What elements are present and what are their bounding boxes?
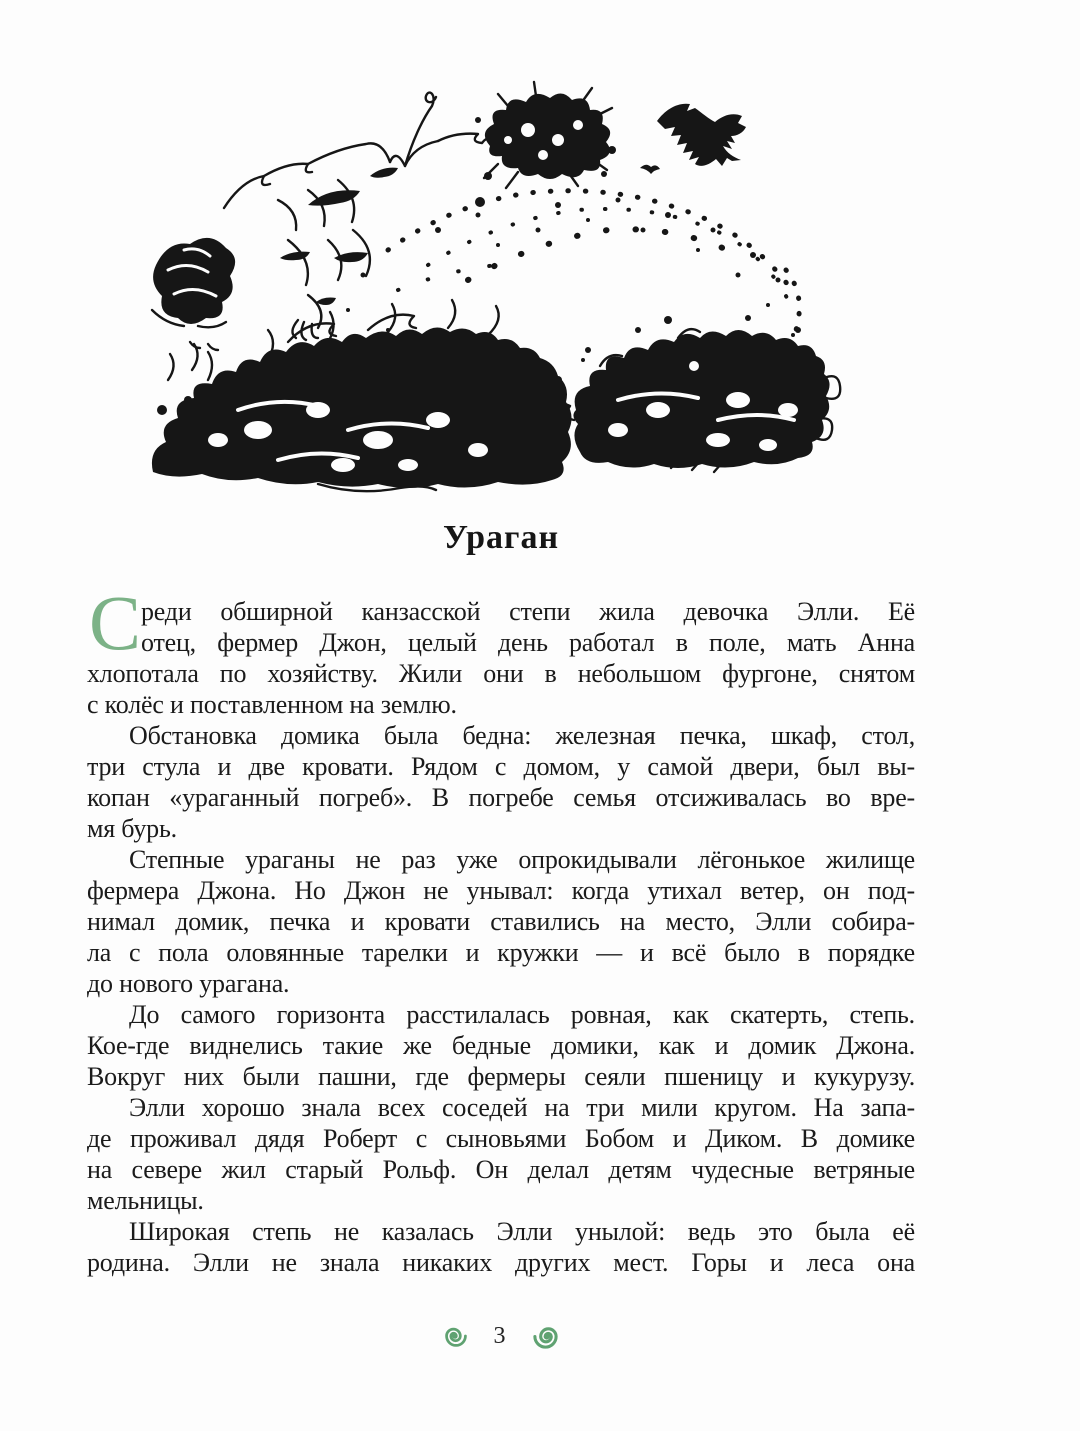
text-line: фермера Джона. Но Джон не унывал: когда утихал ветер, он под- (87, 876, 915, 905)
text-line: с колёс и поставленном на землю. (87, 690, 457, 719)
drop-cap: С (89, 579, 141, 666)
paragraph (87, 720, 915, 844)
debris-swarm (388, 191, 799, 330)
storm-cloud-bank (152, 327, 830, 488)
text-line: До самого горизонта расстилалась ровная, как скатерть, степь. (129, 1000, 915, 1029)
chapter-title: Ураган (442, 519, 560, 556)
text-line: родина. Элли не знала никаких других мест. Горы и леса она (87, 1248, 915, 1277)
spiral-ornament-right (532, 1323, 559, 1350)
crow-silhouette (657, 104, 746, 166)
paragraph (87, 844, 915, 999)
paragraph (87, 596, 915, 720)
text-line: Широкая степь не казалась Элли унылой: ведь это была её (129, 1217, 915, 1246)
text-line: на севере жил старый Рольф. Он делал детям чудесные ветряные (87, 1155, 915, 1184)
bent-sapling (405, 93, 436, 166)
paragraph (87, 999, 915, 1092)
text-line: Обстановка домика была бедна: железная печка, шкаф, стол, (129, 721, 915, 750)
text-line: нимал домик, печка и кровати ставились на место, Элли собира- (87, 907, 915, 936)
text-line: до нового урагана. (87, 969, 290, 998)
text-line: реди обширной канзасской степи жила девочка Элли. Её (141, 597, 915, 626)
text-line: хлопотала по хозяйству. Жили они в небольшом фургоне, снятом (87, 659, 915, 688)
paragraph (87, 1216, 915, 1278)
chapter-text (87, 579, 915, 1278)
spiral-ornament-left (444, 1324, 468, 1348)
page-number: 3 (493, 1322, 506, 1349)
storm-illustration (138, 80, 950, 505)
text-line: мя бурь. (87, 814, 177, 843)
text-line: мельницы. (87, 1186, 204, 1215)
text-line: три стула и две кровати. Рядом с домом, у самой двери, был вы- (87, 752, 915, 781)
small-bird (640, 165, 660, 174)
text-line: Вокруг них были пашни, где фермеры сеяли пшеницу и кукурузу. (87, 1062, 915, 1091)
page-footer (87, 1316, 915, 1356)
text-line: Элли хорошо знала всех соседей на три мили кругом. На запа- (129, 1093, 915, 1122)
text-line: копан «ураганный погреб». В погребе семья отсиживалась во вре- (87, 783, 915, 812)
wind-torn-tree (153, 238, 235, 324)
text-line: Кое-где виднелись такие же бедные домики, как и домик Джона. (87, 1031, 915, 1060)
text-line: отец, фермер Джон, целый день работал в поле, мать Анна (141, 628, 915, 657)
text-line: де проживал дядя Роберт с сыновьями Бобом и Диком. В домике (87, 1124, 915, 1153)
paragraph (87, 1092, 915, 1216)
text-line: Степные ураганы не раз уже опрокидывали лёгонькое жилище (129, 845, 915, 874)
text-line: ла с пола оловянные тарелки и кружки — и всё было в порядке (87, 938, 915, 967)
bush-clump (485, 93, 610, 179)
